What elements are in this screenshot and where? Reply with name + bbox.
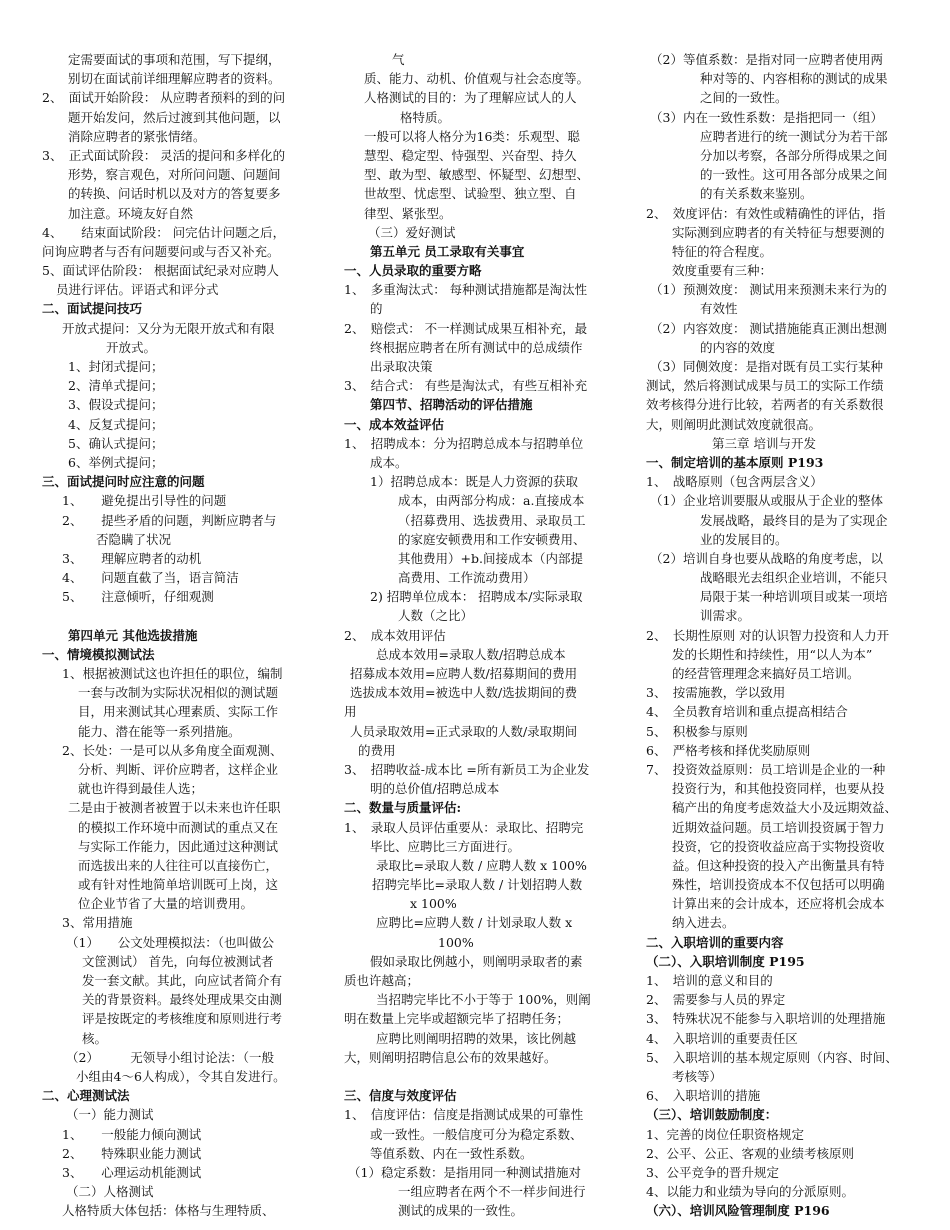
text-line: 加注意。环境友好自然 [68,205,194,221]
section-heading: 一、制定培训的基本原则 P193 [646,454,824,470]
text-line: 实际测到应聘者的有关特征与想要测的 [672,224,885,240]
text-line: 发一套文献。其此，向应试者简介有 [82,973,283,988]
text-line: 一般可以将人格分为16类：乐观型、聪 [364,128,580,144]
text-line: 假如录取比例越小，则阐明录取者的素 [370,953,583,969]
text-line: 2、 特殊职业能力测试 [62,1145,202,1161]
text-line: 计算出来的会计成本，还应将机会成本 [672,896,885,912]
text-line: 4、 问题直截了当，语言简洁 [62,570,239,586]
text-line: 2、 成本效用评估 [344,627,446,643]
section-heading: 二、数量与质量评估: [344,800,462,816]
text-line: 招募成本效用=应聘人数/招募期间的费用 [350,666,578,681]
text-line: 能力、潜在能等一系列措施。 [78,723,241,739]
text-line: 总成本效用=录取人数/招聘总成本 [376,646,566,662]
text-line: 考核等） [672,1068,723,1084]
text-line: （2）培训自身也要从战略的角度考虑，以 [650,550,883,566]
text-line: 核。 [82,1030,108,1046]
text-line: 明的总价值/招聘总成本 [370,781,500,797]
text-line: 质也许越高； [344,973,420,988]
text-line: 1、完善的岗位任职资格规定 [646,1126,804,1142]
text-line: 就也许得到最佳人选； [78,781,204,797]
column-middle [340,50,615,1220]
text-line: 近期效益问题。员工培训投资属于智力 [672,819,885,835]
text-line: 录取比=录取人数 / 应聘人数 x 100% [376,857,587,873]
text-line: 的模拟工作环境中而测试的重点又在 [78,819,279,835]
text-line: 慧型、稳定型、恃强型、兴奋型、持久 [364,147,577,163]
text-line: 人数（之比） [398,608,474,624]
text-line: 3、公平竞争的晋升规定 [646,1164,779,1180]
section-heading: 第四节、招聘活动的评估措施 [370,397,533,413]
text-line: 100% [438,934,474,950]
section-heading: 二、面试提问技巧 [42,301,143,317]
text-line: 的 [370,301,383,317]
text-line: 二是由于被测者被置于以未来也许任职 [68,800,281,816]
text-line: 2、 赔偿式： 不一样测试成果互相补充，最 [344,320,588,336]
text-line: 评是按既定的考核维度和原则进行考 [82,1011,283,1027]
text-line: 开放式提问：又分为无限开放式和有限 [62,320,275,336]
text-line: 目，用来测试其心理素质、实际工作 [78,704,279,720]
text-line: 人格测试的目的：为了理解应试人的人 [364,90,577,106]
text-line: 4、 全员教育培训和重点提高相结合 [646,704,848,720]
section-heading: 三、面试提问时应注意的问题 [42,474,205,490]
text-line: 律型、紧张型。 [364,205,452,221]
text-line: 2、长处：一是可以从多角度全面观测、 [62,742,283,758]
text-line: 选拔成本效用=被选中人数/选拔期间的费 [350,685,578,701]
text-line: 6、 严格考核和择优奖励原则 [646,742,811,758]
text-line: 大，则阐明招聘信息公布的效果越好。 [344,1049,557,1065]
text-line: 否隐瞒了状况 [96,531,172,547]
text-line: 2) 招聘单位成本： 招聘成本/实际录取 [370,589,583,605]
text-line: 明在数量上完毕或超额完毕了招聘任务； [344,1011,570,1027]
text-line: 问询应聘者与否有问题要问或与否又补充。 [42,243,280,259]
text-line: 其他费用）+b.间接成本（内部提 [398,550,583,566]
text-line: 质、能力、动机、价值观与社会态度等。 [364,71,590,87]
text-line [38,606,310,625]
text-line: 2、清单式提问； [68,378,164,394]
text-line: 殊性，培训投资成本不仅包括可以明确 [672,877,885,893]
text-line: 局限于某一种培训项目或某一项培 [700,589,888,605]
text-line: 与实际工作能力，因此通过这种测试 [78,838,279,854]
text-line: 应聘比=应聘人数 / 计划录取人数 x [376,915,573,931]
text-line: 5、 积极参与原则 [646,723,748,739]
text-line: 或一致性。一般信度可分为稳定系数、 [370,1126,583,1142]
text-line: 投资行为，和其他投资同样，也要从投 [672,781,885,797]
text-line: 的一致性。这可用各部分成果之间 [700,167,888,183]
text-line: （招募费用、选拔费用、录取员工 [398,512,586,528]
text-line: 2、公平、公正、客观的业绩考核原则 [646,1145,854,1161]
text-line: （二）人格测试 [66,1184,154,1200]
text-line: 战略眼光去组织企业培训，不能只 [700,570,888,586]
text-line: 有效性 [700,301,738,317]
text-line: 1、 一般能力倾向测试 [62,1126,202,1142]
text-line: 的费用 [358,742,396,758]
text-line: 益。但这种投资的投入产出衡量具有特 [672,857,885,873]
text-line: 2、 需要参与人员的界定 [646,992,786,1008]
text-line: 的家庭安顿费用和工作安顿费用、 [398,531,586,547]
text-line: 应聘者进行的统一测试分为若干部 [700,128,888,144]
text-line: 应聘比则阐明招聘的效果，该比例越 [376,1030,577,1046]
text-line: 5、确认式提问； [68,435,164,451]
text-line: 4、 入职培训的重要责任区 [646,1030,798,1046]
text-line: 业的发展目的。 [700,531,788,547]
text-line: （3）内在一致性系数：是指把同一（组） [650,109,883,125]
text-line: 3、常用措施 [62,915,133,931]
text-line: 当招聘完毕比不小于等于 100%，则阐 [376,992,591,1008]
text-line: 小组由4～6人构成），令其自发进行。 [76,1068,286,1084]
text-line: 1、 培训的意义和目的 [646,973,773,988]
text-line: 消除应聘者的紧张情绪。 [68,128,206,144]
text-line: 1、根据被测试这也许担任的职位，编制 [62,666,283,681]
text-line: 成本。 [370,454,408,470]
text-line: 特征的符合程度。 [672,243,773,259]
text-line: （2）内容效度： 测试措施能真正测出想测 [650,320,887,336]
text-line: （1）预测效度： 测试用来预测未来行为的 [650,282,887,298]
text-line: 用 [344,704,357,720]
text-line: 发的长期性和持续性，用“以人为本” [672,646,873,662]
text-line: 分析、判断、评价应聘者，这样企业 [78,761,279,777]
text-line: 一套与改制为实际状况相似的测试题 [78,685,279,701]
text-line: 2、 长期性原则 对的认识智力投资和人力开 [646,627,890,643]
section-heading: 二、心理测试法 [42,1088,130,1104]
text-line: 招聘完毕比=录取人数 / 计划招聘人数 [372,877,583,893]
text-line: 之间的一致性。 [700,90,788,106]
text-line: 分加以考察，各部分所得成果之间 [700,147,888,163]
text-line: 5、面试评估阶段： 根据面试纪录对应聘人 [42,263,279,279]
text-line: 第三章 培训与开发 [712,435,816,451]
text-line: 测试，然后将测试成果与员工的实际工作绩 [646,378,884,394]
text-line: 6、 入职培训的措施 [646,1088,761,1104]
text-line: （2） 无领导小组讨论法：（一般 [66,1049,274,1065]
text-line: 毕比、应聘比三方面进行。 [370,838,521,854]
text-line: 的经营管理理念来搞好员工培训。 [672,666,860,681]
text-line: x 100% [410,896,457,912]
text-line: 1、 招聘成本：分为招聘总成本与招聘单位 [344,435,584,451]
text-line: 格特质。 [400,109,451,125]
text-line: 形势，察言观色，对所问问题、问题间 [68,167,281,183]
text-line: 7、 投资效益原则：员工培训是企业的一种 [646,761,886,777]
text-line: 的有关系数来鉴别。 [700,186,813,202]
section-heading: 第四单元 其他选拔措施 [68,627,198,643]
text-line: 4、反复式提问； [68,416,164,432]
column-right [642,50,920,1220]
text-line: 题开始发问，然后过渡到其他问题，以 [68,109,281,125]
text-line: 的转换、问话时机以及对方的答复要多 [68,186,281,202]
text-line: 种对等的、内容相称的测试的成果 [700,71,888,87]
text-line: 别切在面试前详细理解应聘者的资料。 [68,71,281,87]
text-line: （1） 公文处理模拟法：（也叫做公 [66,934,274,950]
text-line: 3、假设式提问； [68,397,164,413]
text-line: 3、 特殊状况不能参与入职培训的处理措施 [646,1011,886,1027]
text-line: 大，则阐明此测试效度就很高。 [646,416,822,432]
text-line: （一）能力测试 [66,1107,154,1123]
text-line: 发展战略，最终目的是为了实现企 [700,512,888,528]
text-line: 5、 注意倾听，仔细观测 [62,589,214,605]
text-line: 等值系数、内在一致性系数。 [370,1145,533,1161]
text-line: 5、 入职培训的基本规定原则（内容、时间、 [646,1049,898,1065]
text-line: 1）招聘总成本：既是人力资源的获取 [370,474,578,490]
text-line: 或有针对性地简单培训既可上岗，这 [78,877,279,893]
text-line: 6、举例式提问； [68,454,164,470]
text-line: 气 [392,52,405,67]
text-line: （1）企业培训要服从或服从于企业的整体 [650,493,883,509]
text-line: 4、 结束面试阶段： 问完估计问题之后， [42,224,286,240]
text-line: 1、 多重淘汰式： 每种测试措施都是淘汰性 [344,282,588,298]
text-line: 测试的成果的一致性。 [398,1203,524,1219]
text-line: 3、 理解应聘者的动机 [62,550,202,566]
section-heading: 一、成本效益评估 [344,416,445,432]
section-heading: （二）、入职培训制度 P195 [646,953,805,969]
text-line: 员进行评估。评语式和评分式 [56,282,219,298]
text-line: （1）稳定系数：是指用同一种测试措施对 [348,1164,581,1180]
text-line: 训需求。 [700,608,751,624]
text-line: 1、 避免提出引导性的问题 [62,493,227,509]
text-line: 一组应聘者在两个不一样步间进行 [398,1184,586,1200]
text-line: 纳入进去。 [672,915,735,931]
text-line: 4、以能力和业绩为导向的分派原则。 [646,1184,854,1200]
text-line: 高费用、工作流动费用） [398,570,536,586]
text-line: 成本，由两部分构成：a.直接成本 [398,493,585,509]
text-line: 出录取决策 [370,359,433,374]
text-line: 人格特质大体包括：体格与生理特质、 [62,1203,275,1219]
text-line: 2、 效度评估：有效性或精确性的评估，指 [646,205,886,221]
text-line: 3、 心理运动机能测试 [62,1164,202,1180]
text-line: 3、 按需施教，学以致用 [646,685,786,701]
text-line: （2）等值系数：是指对同一应聘者使用两 [650,52,883,67]
text-line: 1、封闭式提问； [68,359,164,374]
section-heading: 三、信度与效度评估 [344,1088,457,1104]
text-line: 投资，它的投资收益应高于实物投资收 [672,838,885,854]
text-line: 1、 战略原则（包含两层含义） [646,474,823,490]
section-heading: 一、情境模拟测试法 [42,646,155,662]
section-heading: 二、入职培训的重要内容 [646,934,784,950]
text-line: 3、 结合式： 有些是淘汰式，有些互相补充 [344,378,588,394]
column-left [38,50,310,1220]
text-line: 效考核得分进行比较，若两者的有关系数很 [646,397,884,413]
text-line: 位企业节省了大量的培训费用。 [78,896,254,912]
section-heading: 第五单元 员工录取有关事宜 [370,243,525,259]
text-line: 3、 招聘收益-成本比 =所有新员工为企业发 [344,761,590,777]
text-line: 而选拔出来的人往往可以直接伤亡， [78,857,279,873]
text-line: 关的背景资料。最终处理成果交由测 [82,992,283,1008]
text-line: 型、敢为型、敏感型、怀疑型、幻想型、 [364,167,590,183]
text-line: 3、 正式面试阶段： 灵活的提问和多样化的 [42,147,286,163]
text-line: 效度重要有三种： [672,263,773,279]
section-heading: （六）、培训风险管理制度 P196 [646,1203,830,1219]
text-line [340,1067,615,1086]
text-line: 的内容的效度 [700,339,776,355]
text-line: 2、 面试开始阶段： 从应聘者预料的到的问 [42,90,286,106]
text-line: 人员录取效用=正式录取的人数/录取期间 [350,723,578,739]
text-line: 1、 录取人员评估重要从：录取比、招聘完 [344,819,584,835]
text-line: 终根据应聘者在所有测试中的总成绩作 [370,339,583,355]
text-line: 开放式。 [106,339,157,355]
section-heading: （三）、培训鼓励制度： [646,1107,778,1123]
text-line: 文筐测试） 首先，向每位被测试者 [82,953,274,969]
text-line: 1、 信度评估：信度是指测试成果的可靠性 [344,1107,584,1123]
text-line: 定需要面试的事项和范围，写下提纲， [68,52,281,67]
section-heading: 一、人员录取的重要方略 [344,263,482,279]
text-line: （3）同侧效度：是指对既有员工实行某种 [650,359,883,374]
text-line: （三）爱好测试 [368,224,456,240]
text-line: 2、 提些矛盾的问题，判断应聘者与 [62,512,277,528]
text-line: 稿产出的角度考虑效益大小及远期效益、 [672,800,898,816]
text-line: 世故型、忧虑型、试验型、独立型、自 [364,186,577,202]
